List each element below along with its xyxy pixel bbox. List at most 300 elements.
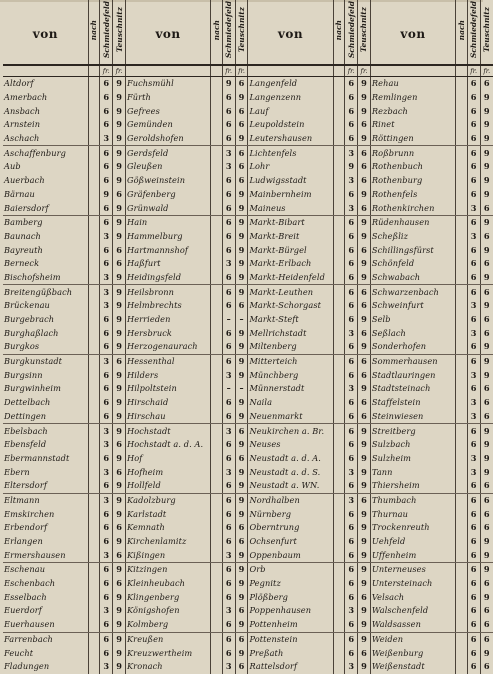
place-name: Preßath	[248, 646, 333, 660]
teuschnitz-value: 9	[113, 326, 126, 340]
nach-cell	[456, 174, 468, 188]
place-name: Markt-Heidenfeld	[248, 271, 333, 285]
place-name: Neustadt a. WN.	[248, 479, 333, 493]
nach-cell	[88, 632, 100, 646]
table-row	[3, 285, 493, 299]
teuschnitz-value: 9	[113, 660, 126, 674]
nach-cell	[333, 230, 345, 244]
place-name: Langenfeld	[248, 77, 333, 91]
schmiedefeld-value: 6	[345, 230, 358, 244]
nach-cell	[88, 604, 100, 618]
nach-cell	[88, 257, 100, 271]
nach-cell	[333, 660, 345, 674]
teuschnitz-value: 9	[235, 368, 248, 382]
teuschnitz-value: 6	[235, 632, 248, 646]
place-name: Baunach	[3, 230, 88, 244]
place-name: Kißingen	[125, 548, 210, 562]
schmiedefeld-value: 6	[100, 313, 113, 327]
schmiedefeld-value: 6	[345, 104, 358, 118]
schmiedefeld-value: 3	[100, 132, 113, 146]
place-name: Naila	[248, 396, 333, 410]
place-name: Waldsassen	[370, 618, 455, 632]
schmiedefeld-value: 3	[345, 604, 358, 618]
teuschnitz-value: 6	[358, 299, 371, 313]
teuschnitz-value: 6	[480, 479, 493, 493]
teuschnitz-value: 9	[358, 465, 371, 479]
header-teuschnitz-label: Teuschnitz	[359, 7, 369, 53]
teuschnitz-value: 9	[483, 244, 490, 255]
teuschnitz-value: 9	[113, 146, 126, 160]
place-name: Erlangen	[3, 535, 88, 549]
place-name: Pegnitz	[248, 577, 333, 591]
place-name: Feucht	[3, 646, 88, 660]
nach-cell	[88, 577, 100, 591]
place-name: Mainbernheim	[248, 188, 333, 202]
unit-label: fr.	[480, 65, 493, 77]
teuschnitz-value: 9	[113, 160, 126, 174]
teuschnitz-value: 9	[113, 452, 126, 466]
teuschnitz-value: 9	[358, 91, 371, 105]
place-name: Hof	[125, 452, 210, 466]
table-row	[3, 660, 493, 674]
schmiedefeld-value: 3	[222, 604, 235, 618]
nach-cell	[88, 201, 100, 215]
nach-cell	[456, 382, 468, 396]
place-name: Neukirchen a. Br.	[248, 424, 333, 438]
place-name: Sulzbach	[370, 438, 455, 452]
header-von-label: von	[277, 26, 304, 41]
unit-label: fr.	[345, 65, 358, 77]
schmiedefeld-value: 6	[345, 354, 358, 368]
nach-cell	[211, 368, 223, 382]
schmiedefeld-value: 6	[100, 201, 113, 215]
header-nach-label: nach	[211, 19, 221, 41]
teuschnitz-value: 6	[113, 577, 126, 591]
place-name: Lauf	[248, 104, 333, 118]
table-row	[3, 299, 493, 313]
place-name: Gemünden	[125, 118, 210, 132]
place-name: Rinet	[370, 118, 455, 132]
nach-cell	[333, 188, 345, 202]
schmiedefeld-value: 6	[100, 104, 113, 118]
place-name: Münchberg	[248, 368, 333, 382]
place-name: Untersteinach	[370, 577, 455, 591]
teuschnitz-value: 9	[358, 132, 371, 146]
schmiedefeld-value: 3	[345, 326, 358, 340]
schmiedefeld-value: 6	[467, 577, 480, 591]
schmiedefeld-value: 6	[467, 535, 480, 549]
nach-cell	[333, 452, 345, 466]
table-row	[3, 354, 493, 368]
nach-cell	[88, 174, 100, 188]
table-row	[3, 243, 493, 257]
nach-cell	[456, 618, 468, 632]
schmiedefeld-value: 3	[345, 146, 358, 160]
teuschnitz-value: –	[235, 382, 248, 396]
place-name: Berneck	[3, 257, 88, 271]
schmiedefeld-value: 3	[100, 354, 113, 368]
teuschnitz-value: 6	[358, 285, 371, 299]
schmiedefeld-value: 3	[222, 160, 235, 174]
schmiedefeld-value: 6	[345, 563, 358, 577]
place-name: Kronach	[125, 660, 210, 674]
nach-cell	[456, 604, 468, 618]
nach-cell	[456, 257, 468, 271]
teuschnitz-value: 6	[483, 661, 490, 672]
schmiedefeld-value: 6	[467, 340, 480, 354]
place-name: Rothenbuch	[370, 160, 455, 174]
schmiedefeld-value: 6	[345, 479, 358, 493]
place-name: Ermershausen	[3, 548, 88, 562]
table-row	[3, 326, 493, 340]
schmiedefeld-value: 6	[222, 577, 235, 591]
teuschnitz-value: 9	[483, 119, 490, 130]
unit-blank	[456, 65, 468, 77]
nach-cell	[211, 340, 223, 354]
teuschnitz-value: 9	[235, 618, 248, 632]
teuschnitz-value: 9	[358, 438, 371, 452]
schmiedefeld-value: 6	[345, 646, 358, 660]
place-name: Eschenau	[3, 563, 88, 577]
teuschnitz-value: 9	[113, 632, 126, 646]
teuschnitz-value: 9	[483, 647, 490, 658]
place-name: Ebern	[3, 465, 88, 479]
nach-cell	[88, 535, 100, 549]
teuschnitz-value: 6	[358, 646, 371, 660]
nach-cell	[211, 660, 223, 674]
place-name: Heilsbronn	[125, 285, 210, 299]
place-name: Neuenmarkt	[248, 410, 333, 424]
header-schmiedefeld-label: Schmiedefeld	[469, 1, 479, 59]
schmiedefeld-value: 6	[100, 146, 113, 160]
schmiedefeld-value: 6	[222, 521, 235, 535]
nach-cell	[211, 535, 223, 549]
table-row	[3, 174, 493, 188]
teuschnitz-value: 6	[235, 424, 248, 438]
place-name: Weißenstadt	[370, 660, 455, 674]
place-name: Schweinfurt	[370, 299, 455, 313]
nach-cell	[456, 452, 468, 466]
nach-cell	[88, 271, 100, 285]
header-schmiedefeld	[222, 0, 235, 65]
nach-cell	[456, 146, 468, 160]
teuschnitz-value: 9	[358, 507, 371, 521]
nach-cell	[456, 465, 468, 479]
teuschnitz-value: 6	[483, 397, 490, 408]
teuschnitz-value: 9	[483, 161, 490, 172]
header-teuschnitz-label: Teuschnitz	[237, 7, 247, 53]
nach-cell	[456, 188, 468, 202]
teuschnitz-value: 9	[483, 356, 490, 367]
nach-cell	[88, 160, 100, 174]
teuschnitz-value: 6	[235, 77, 248, 91]
table-row	[3, 618, 493, 632]
schmiedefeld-value: 3	[100, 271, 113, 285]
nach-cell	[333, 285, 345, 299]
place-name: Velsach	[370, 590, 455, 604]
schmiedefeld-value: 6	[222, 563, 235, 577]
teuschnitz-value: 9	[113, 382, 126, 396]
nach-cell	[88, 548, 100, 562]
header-nach	[211, 0, 223, 65]
schmiedefeld-value: 6	[100, 452, 113, 466]
unit-label: fr.	[235, 65, 248, 77]
unit-blank	[333, 65, 345, 77]
place-name: Rothenkirchen	[370, 201, 455, 215]
place-name: Königshofen	[125, 604, 210, 618]
place-name: Burgebrach	[3, 313, 88, 327]
place-name: Rehau	[370, 77, 455, 91]
teuschnitz-value: 9	[235, 410, 248, 424]
place-name: Weißenburg	[370, 646, 455, 660]
place-name: Münnerstadt	[248, 382, 333, 396]
teuschnitz-value: 6	[483, 522, 490, 533]
teuschnitz-value: 9	[113, 396, 126, 410]
teuschnitz-value: 6	[113, 188, 126, 202]
schmiedefeld-value: 6	[222, 618, 235, 632]
place-name: Sulzheim	[370, 452, 455, 466]
schmiedefeld-value: 3	[467, 299, 480, 313]
nach-cell	[333, 77, 345, 91]
place-name: Neustadt a. d. A.	[248, 452, 333, 466]
header-nach-label: nach	[89, 19, 99, 41]
nach-cell	[211, 174, 223, 188]
schmiedefeld-value: 3	[345, 493, 358, 507]
schmiedefeld-value: 6	[345, 271, 358, 285]
place-name: Rothenburg	[370, 174, 455, 188]
nach-cell	[211, 257, 223, 271]
header-schmiedefeld	[467, 0, 480, 65]
teuschnitz-value: 9	[483, 92, 490, 103]
table-row	[3, 548, 493, 562]
teuschnitz-value: 9	[113, 299, 126, 313]
schmiedefeld-value: 6	[345, 299, 358, 313]
schmiedefeld-value: 6	[467, 507, 480, 521]
schmiedefeld-value: 3	[100, 438, 113, 452]
place-name: Aschach	[3, 132, 88, 146]
teuschnitz-value: 9	[113, 535, 126, 549]
place-name: Hilpoltstein	[125, 382, 210, 396]
nach-cell	[88, 313, 100, 327]
header-von-label: von	[32, 26, 58, 41]
schmiedefeld-value: 6	[222, 174, 235, 188]
schmiedefeld-value: 3	[100, 299, 113, 313]
teuschnitz-value: 9	[358, 188, 371, 202]
nach-cell	[88, 618, 100, 632]
place-name: Roßbrunn	[370, 146, 455, 160]
teuschnitz-value: 9	[235, 396, 248, 410]
nach-cell	[211, 465, 223, 479]
schmiedefeld-value: 6	[345, 188, 358, 202]
place-name: Gerdsfeld	[125, 146, 210, 160]
place-name: Thiersheim	[370, 479, 455, 493]
nach-cell	[456, 577, 468, 591]
schmiedefeld-value: 3	[100, 548, 113, 562]
teuschnitz-value: 9	[113, 563, 126, 577]
teuschnitz-value: 9	[235, 201, 248, 215]
nach-cell	[333, 160, 345, 174]
place-name: Markt-Bürgel	[248, 243, 333, 257]
schmiedefeld-value: 6	[222, 201, 235, 215]
nach-cell	[333, 465, 345, 479]
nach-cell	[456, 410, 468, 424]
teuschnitz-value: 9	[358, 660, 371, 674]
schmiedefeld-value: 6	[467, 188, 480, 202]
nach-cell	[333, 118, 345, 132]
place-name: Nordhalben	[248, 493, 333, 507]
unit-label: fr.	[467, 65, 480, 77]
place-name: Schwabach	[370, 271, 455, 285]
place-name: Hollfeld	[125, 479, 210, 493]
table-row	[3, 313, 493, 327]
table-row	[3, 271, 493, 285]
nach-cell	[211, 438, 223, 452]
nach-cell	[88, 396, 100, 410]
header-nach	[333, 0, 345, 65]
place-name: Hirschau	[125, 410, 210, 424]
nach-cell	[456, 77, 468, 91]
teuschnitz-value: 6	[113, 521, 126, 535]
place-name: Hartmannshof	[125, 243, 210, 257]
teuschnitz-value: 6	[235, 452, 248, 466]
header-teuschnitz-label: Teuschnitz	[482, 7, 492, 53]
schmiedefeld-value: 9	[100, 188, 113, 202]
teuschnitz-value: 9	[483, 425, 490, 436]
nach-cell	[456, 438, 468, 452]
table-row	[3, 493, 493, 507]
place-name: Steinwiesen	[370, 410, 455, 424]
nach-cell	[456, 118, 468, 132]
nach-cell	[456, 493, 468, 507]
place-name: Burgkunstadt	[3, 354, 88, 368]
place-name: Schillingsfürst	[370, 243, 455, 257]
place-name: Kitzingen	[125, 563, 210, 577]
schmiedefeld-value: 6	[222, 118, 235, 132]
teuschnitz-value: 9	[235, 326, 248, 340]
schmiedefeld-value: 3	[222, 368, 235, 382]
table-row	[3, 368, 493, 382]
place-name: Ebelsbach	[3, 424, 88, 438]
schmiedefeld-value: 3	[467, 230, 480, 244]
place-name: Sonderhofen	[370, 340, 455, 354]
schmiedefeld-value: 6	[222, 535, 235, 549]
schmiedefeld-value: 6	[467, 354, 480, 368]
place-name: Brückenau	[3, 299, 88, 313]
nach-cell	[88, 285, 100, 299]
schmiedefeld-value: 6	[345, 77, 358, 91]
schmiedefeld-value: 6	[100, 618, 113, 632]
schmiedefeld-value: 6	[222, 91, 235, 105]
place-name: Leutershausen	[248, 132, 333, 146]
table-row	[3, 577, 493, 591]
teuschnitz-value: 9	[358, 215, 371, 229]
teuschnitz-value: 6	[358, 493, 371, 507]
teuschnitz-value: 9	[235, 215, 248, 229]
schmiedefeld-value: 6	[467, 104, 480, 118]
nach-cell	[211, 493, 223, 507]
place-name: Klingenberg	[125, 590, 210, 604]
schmiedefeld-value: 3	[100, 285, 113, 299]
schmiedefeld-value: 6	[222, 132, 235, 146]
nach-cell	[211, 452, 223, 466]
schmiedefeld-value: 6	[100, 326, 113, 340]
place-name: Baiersdorf	[3, 201, 88, 215]
nach-cell	[88, 646, 100, 660]
schmiedefeld-value: 6	[100, 368, 113, 382]
nach-cell	[456, 535, 468, 549]
header-nach	[456, 0, 468, 65]
teuschnitz-value: 6	[483, 230, 490, 241]
teuschnitz-value: 9	[235, 271, 248, 285]
teuschnitz-value: 6	[113, 243, 126, 257]
place-name: Helmbrechts	[125, 299, 210, 313]
schmiedefeld-value: 6	[345, 618, 358, 632]
nach-cell	[456, 230, 468, 244]
teuschnitz-value: 9	[113, 91, 126, 105]
nach-cell	[88, 230, 100, 244]
place-name: Lohr	[248, 160, 333, 174]
nach-cell	[456, 563, 468, 577]
schmiedefeld-value: 6	[222, 326, 235, 340]
schmiedefeld-value: 6	[345, 507, 358, 521]
schmiedefeld-value: 6	[100, 396, 113, 410]
teuschnitz-value: 6	[358, 160, 371, 174]
schmiedefeld-value: 6	[345, 590, 358, 604]
place-name: Emskirchen	[3, 507, 88, 521]
header-schmiedefeld-label: Schmiedefeld	[224, 1, 234, 59]
place-name: Poppenhausen	[248, 604, 333, 618]
table-row	[3, 507, 493, 521]
teuschnitz-value: 9	[235, 354, 248, 368]
nach-cell	[456, 479, 468, 493]
schmiedefeld-value: 3	[100, 424, 113, 438]
teuschnitz-value: 9	[235, 438, 248, 452]
place-name: Neuses	[248, 438, 333, 452]
schmiedefeld-value: 3	[345, 382, 358, 396]
place-name: Bärnau	[3, 188, 88, 202]
place-name: Burghaßlach	[3, 326, 88, 340]
schmiedefeld-value: 6	[222, 340, 235, 354]
teuschnitz-value: 6	[358, 146, 371, 160]
nach-cell	[211, 354, 223, 368]
nach-cell	[333, 493, 345, 507]
schmiedefeld-value: 6	[467, 521, 480, 535]
teuschnitz-value: 6	[358, 590, 371, 604]
place-name: Ludwigsstadt	[248, 174, 333, 188]
schmiedefeld-value: 6	[100, 77, 113, 91]
place-name: Stadtsteinach	[370, 382, 455, 396]
unit-label: fr.	[100, 65, 113, 77]
schmiedefeld-value: 6	[467, 660, 480, 674]
place-name: Bamberg	[3, 215, 88, 229]
nach-cell	[456, 646, 468, 660]
header-von	[370, 0, 455, 65]
nach-cell	[211, 577, 223, 591]
table-row	[3, 465, 493, 479]
teuschnitz-value: 6	[113, 257, 126, 271]
nach-cell	[333, 632, 345, 646]
nach-cell	[88, 563, 100, 577]
place-name: Markt-Bibart	[248, 215, 333, 229]
schmiedefeld-value: 6	[467, 160, 480, 174]
place-name: Hammelburg	[125, 230, 210, 244]
nach-cell	[333, 201, 345, 215]
header-von	[3, 0, 88, 65]
header-schmiedefeld-label: Schmiedefeld	[101, 1, 111, 59]
schmiedefeld-value: 6	[467, 424, 480, 438]
nach-cell	[211, 201, 223, 215]
teuschnitz-value: 9	[113, 118, 126, 132]
